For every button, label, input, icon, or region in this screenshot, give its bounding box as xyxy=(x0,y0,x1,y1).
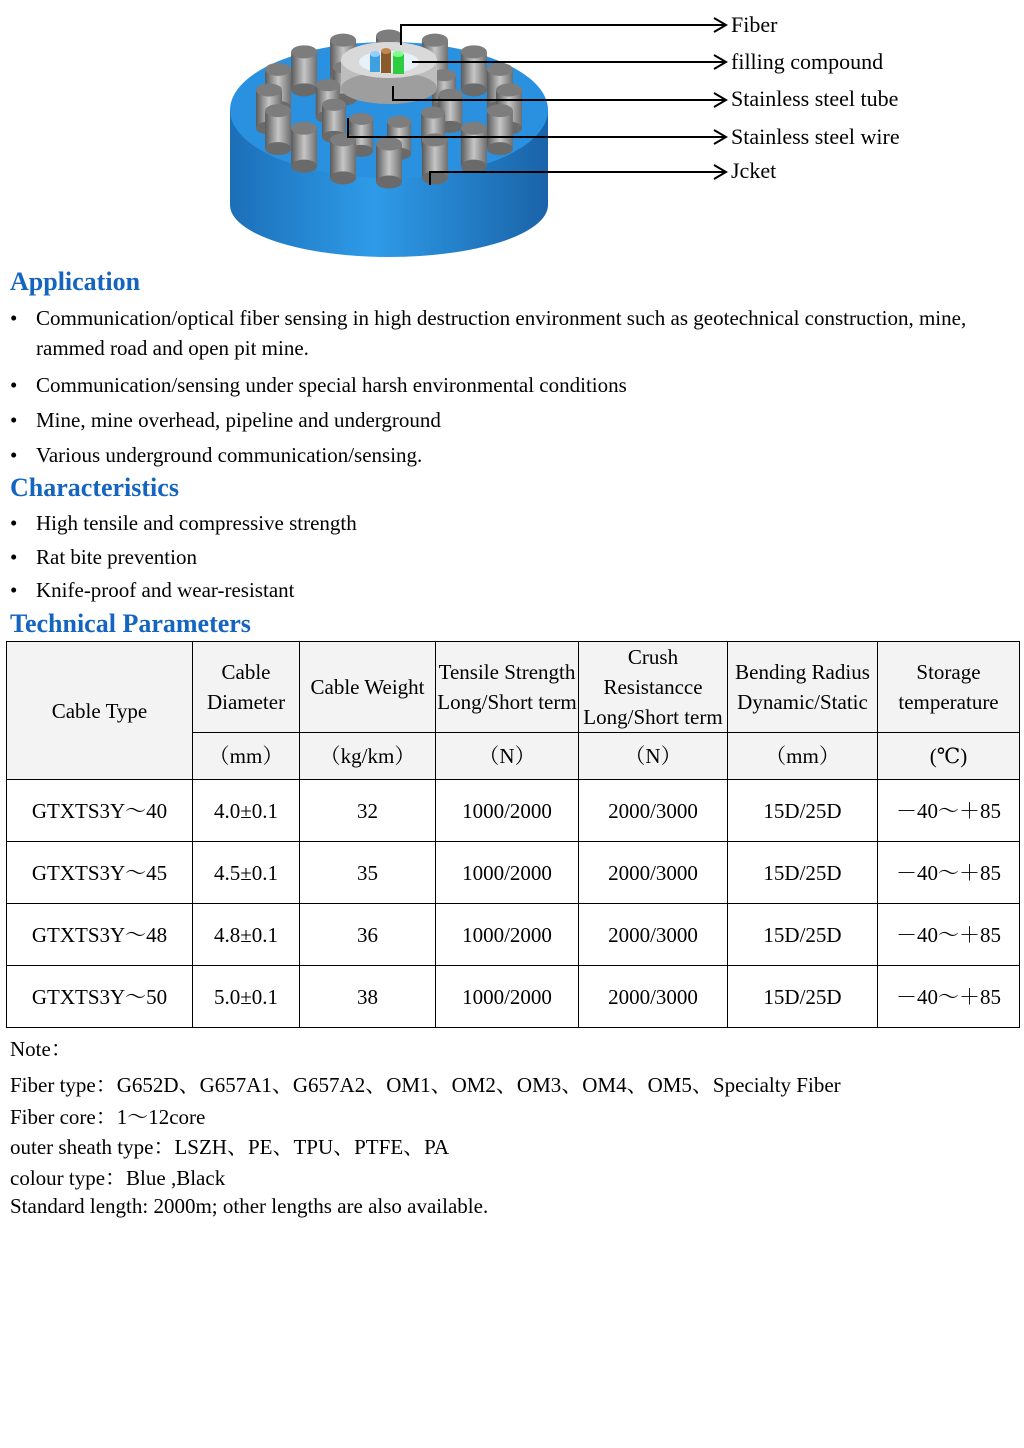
steel-wire-strand xyxy=(487,104,513,155)
characteristics-list xyxy=(10,508,1000,605)
cell-diameter: 4.8±0.1 xyxy=(193,904,300,966)
steel-wire-strand xyxy=(422,133,448,184)
cell-crush: 2000/3000 xyxy=(579,966,728,1028)
table-row xyxy=(7,966,1020,1028)
note-standard-length: Standard length: 2000m; other lengths are also available. xyxy=(10,1194,489,1218)
cell-tensile: 1000/2000 xyxy=(436,780,579,842)
application-heading: Application xyxy=(10,267,141,296)
list-item: • High tensile and compressive strength xyxy=(10,508,1000,538)
cell-tensile: 1000/2000 xyxy=(436,966,579,1028)
application-list xyxy=(10,303,1000,470)
cell-cable-type: GTXTS3Y～40 xyxy=(7,780,193,842)
cell-temperature: －40～＋85 xyxy=(878,842,1020,904)
steel-wire-strand xyxy=(291,122,317,173)
note-sheath-type: outer sheath type：LSZH、PE、TPU、PTFE、PA xyxy=(10,1135,450,1159)
cell-temperature: －40～＋85 xyxy=(878,904,1020,966)
header-bending-radius: Bending Radius Dynamic/Static xyxy=(728,642,878,733)
steel-wire-strand xyxy=(265,104,291,155)
header-cable-type: Cable Type xyxy=(7,642,193,780)
label-fiber: Fiber xyxy=(731,12,778,37)
cell-bending: 15D/25D xyxy=(728,780,878,842)
cell-crush: 2000/3000 xyxy=(579,842,728,904)
unit-bending: （mm） xyxy=(728,733,878,780)
cell-diameter: 4.0±0.1 xyxy=(193,780,300,842)
technical-parameters-table xyxy=(6,641,1020,1028)
header-storage-temperature: Storage temperature xyxy=(878,642,1020,733)
cell-cable-type: GTXTS3Y～45 xyxy=(7,842,193,904)
cell-weight: 35 xyxy=(300,842,436,904)
list-item: • Communication/optical fiber sensing in high destruction environment such as geotechnical construction, mine, rammed road and open pit mine. xyxy=(10,303,1000,363)
label-filling-compound: filling compound xyxy=(731,49,884,74)
unit-tensile: （N） xyxy=(436,733,579,780)
unit-temperature: (℃) xyxy=(878,733,1020,780)
technical-parameters-heading: Technical Parameters xyxy=(10,609,251,638)
cell-crush: 2000/3000 xyxy=(579,780,728,842)
list-item: • Communication/sensing under special harsh environmental conditions xyxy=(10,370,1000,400)
cell-crush: 2000/3000 xyxy=(579,904,728,966)
list-item: • Knife-proof and wear-resistant xyxy=(10,575,1000,605)
header-tensile-strength: Tensile Strength Long/Short term xyxy=(436,642,579,733)
list-item: • Mine, mine overhead, pipeline and underground xyxy=(10,405,1000,435)
cell-weight: 32 xyxy=(300,780,436,842)
cell-cable-type: GTXTS3Y～50 xyxy=(7,966,193,1028)
steel-wire-strand xyxy=(461,122,487,173)
cell-tensile: 1000/2000 xyxy=(436,904,579,966)
cell-weight: 38 xyxy=(300,966,436,1028)
cell-temperature: －40～＋85 xyxy=(878,780,1020,842)
note-fiber-core: Fiber core：1～12core xyxy=(10,1105,206,1129)
steel-wire-strand xyxy=(291,45,317,96)
cell-diameter: 5.0±0.1 xyxy=(193,966,300,1028)
header-cable-diameter: Cable Diameter xyxy=(193,642,300,733)
unit-weight: （kg/km） xyxy=(300,733,436,780)
note-colour-type: colour type：Blue ,Black xyxy=(10,1166,226,1190)
table-row xyxy=(7,904,1020,966)
list-item: • Various underground communication/sensing. xyxy=(10,440,1000,470)
cell-diameter: 4.5±0.1 xyxy=(193,842,300,904)
note-fiber-type: Fiber type：G652D、G657A1、G657A2、OM1、OM2、OM3、OM4、OM5、Specialty Fiber xyxy=(10,1073,841,1097)
steel-wire-strand xyxy=(330,133,356,184)
cell-cable-type: GTXTS3Y～48 xyxy=(7,904,193,966)
cell-weight: 36 xyxy=(300,904,436,966)
unit-diameter: （mm） xyxy=(193,733,300,780)
list-item: • Rat bite prevention xyxy=(10,542,1000,572)
table-row xyxy=(7,780,1020,842)
header-cable-weight: Cable Weight xyxy=(300,642,436,733)
cell-tensile: 1000/2000 xyxy=(436,842,579,904)
note-title: Note： xyxy=(10,1037,72,1061)
label-jacket: Jcket xyxy=(731,158,777,183)
characteristics-heading: Characteristics xyxy=(10,473,179,502)
cell-bending: 15D/25D xyxy=(728,966,878,1028)
label-stainless-steel-wire: Stainless steel wire xyxy=(731,124,900,149)
table-row xyxy=(7,842,1020,904)
label-stainless-steel-tube: Stainless steel tube xyxy=(731,86,899,111)
cell-temperature: －40～＋85 xyxy=(878,966,1020,1028)
cell-bending: 15D/25D xyxy=(728,904,878,966)
header-crush-resistance: Crush Resistancce Long/Short term xyxy=(579,642,728,733)
optical-fibers xyxy=(370,48,404,74)
unit-crush: （N） xyxy=(579,733,728,780)
notes-section xyxy=(10,1034,841,1221)
cell-bending: 15D/25D xyxy=(728,842,878,904)
steel-wire-strand xyxy=(376,138,402,189)
steel-wire-strand xyxy=(461,45,487,96)
